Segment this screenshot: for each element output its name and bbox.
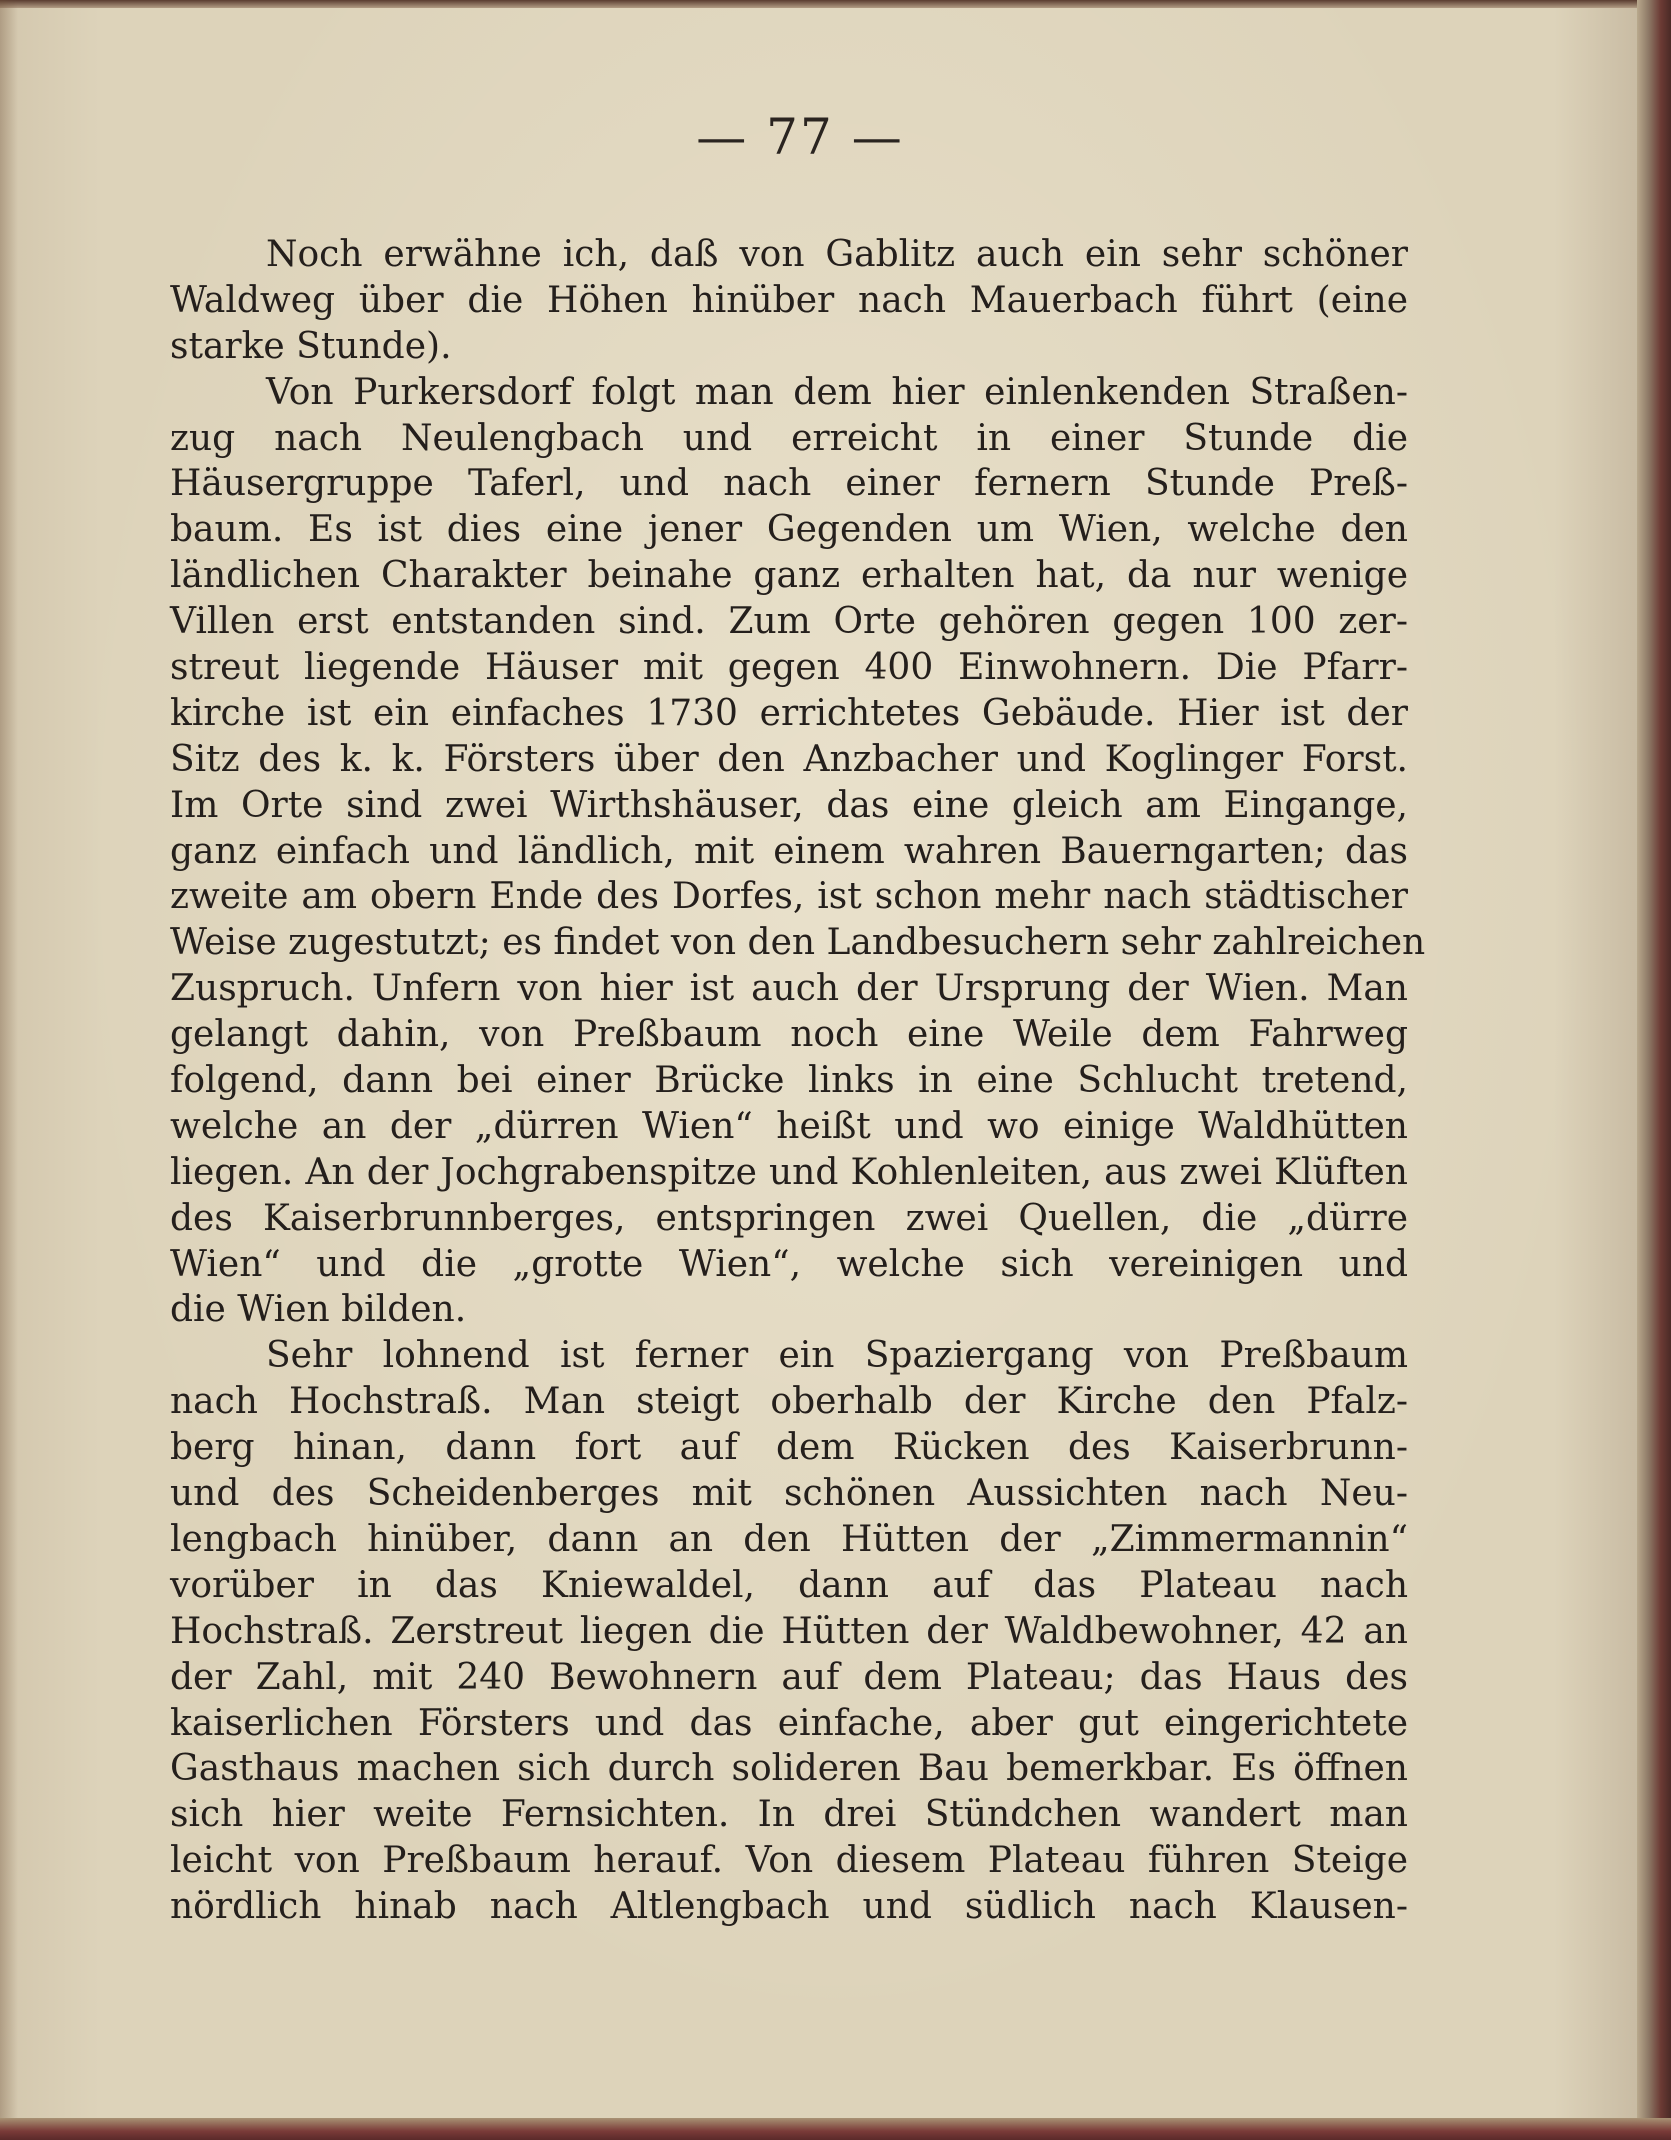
text-line: sich hier weite Fernsichten. In drei Stündchen wandert man	[170, 1794, 1408, 1836]
text-line: Waldweg über die Höhen hinüber nach Mauerbach führt (eine	[170, 279, 1408, 321]
text-line: welche an der „dürren Wien“ heißt und wo einige Waldhütten	[170, 1105, 1408, 1147]
page-left-shadow	[0, 0, 18, 2140]
text-line: leicht von Preßbaum herauf. Von diesem Plateau führen Steige	[170, 1840, 1408, 1882]
text-line: Wien“ und die „grotte Wien“, welche sich vereinigen und	[170, 1243, 1408, 1285]
text-line: Im Orte sind zwei Wirthshäuser, das eine gleich am Eingange,	[170, 784, 1408, 826]
text-line: nach Hochstraß. Man steigt oberhalb der Kirche den Pfalz-	[170, 1381, 1408, 1423]
text-line: folgend, dann bei einer Brücke links in eine Schlucht tretend,	[170, 1060, 1408, 1102]
text-line: starke Stunde).	[170, 325, 452, 367]
text-line: lengbach hinüber, dann an den Hütten der „Zimmermannin“	[170, 1518, 1408, 1560]
text-line: gelangt dahin, von Preßbaum noch eine Weile dem Fahrweg	[170, 1014, 1408, 1056]
body-text	[170, 232, 1426, 1930]
text-line: Von Purkersdorf folgt man dem hier einlenkenden Straßen-	[266, 371, 1408, 413]
text-line: streut liegende Häuser mit gegen 400 Einwohnern. Die Pfarr-	[170, 647, 1408, 689]
text-line: des Kaiserbrunnberges, entspringen zwei Quellen, die „dürre	[170, 1197, 1408, 1239]
text-line: ländlichen Charakter beinahe ganz erhalten hat, da nur wenige	[170, 555, 1408, 597]
text-line: die Wien bilden.	[170, 1289, 467, 1331]
text-line: ganz einfach und ländlich, mit einem wahren Bauerngarten; das	[170, 830, 1408, 872]
page-number: — 77 —	[696, 108, 904, 166]
book-bottom-edge	[0, 2118, 1671, 2140]
text-line: zug nach Neulengbach und erreicht in einer Stunde die	[170, 417, 1408, 459]
text-line: Sehr lohnend ist ferner ein Spaziergang von Preßbaum	[266, 1335, 1408, 1377]
text-line: zweite am obern Ende des Dorfes, ist schon mehr nach städtischer	[170, 876, 1408, 918]
text-line: Weise zugestutzt; es findet von den Landbesuchern sehr zahlreichen	[170, 922, 1426, 964]
text-line: liegen. An der Jochgrabenspitze und Kohlenleiten, aus zwei Klüften	[170, 1151, 1408, 1193]
text-line: nördlich hinab nach Altlengbach und südlich nach Klausen-	[170, 1886, 1408, 1928]
text-line: Häusergruppe Taferl, und nach einer fernern Stunde Preß-	[170, 463, 1408, 505]
text-line: kaiserlichen Försters und das einfache, aber gut eingerichtete	[170, 1702, 1408, 1744]
text-line: Gasthaus machen sich durch solideren Bau bemerkbar. Es öffnen	[170, 1748, 1408, 1790]
text-line: vorüber in das Kniewaldel, dann auf das Plateau nach	[170, 1564, 1408, 1606]
page-top-edge	[0, 0, 1671, 8]
text-line: Zuspruch. Unfern von hier ist auch der Ursprung der Wien. Man	[170, 968, 1408, 1010]
text-line: und des Scheidenberges mit schönen Aussichten nach Neu-	[170, 1473, 1408, 1515]
book-cover-edge	[1637, 0, 1671, 2140]
text-line: Sitz des k. k. Försters über den Anzbacher und Koglinger Forst.	[170, 738, 1408, 780]
text-line: kirche ist ein einfaches 1730 errichtetes Gebäude. Hier ist der	[170, 692, 1408, 734]
text-line: Hochstraß. Zerstreut liegen die Hütten der Waldbewohner, 42 an	[170, 1610, 1408, 1652]
text-line: Villen erst entstanden sind. Zum Orte gehören gegen 100 zer-	[170, 601, 1408, 643]
text-line: Noch erwähne ich, daß von Gablitz auch ein sehr schöner	[266, 234, 1408, 275]
text-line: baum. Es ist dies eine jener Gegenden um Wien, welche den	[170, 509, 1408, 551]
text-line: berg hinan, dann fort auf dem Rücken des Kaiserbrunn-	[170, 1427, 1408, 1469]
text-line: der Zahl, mit 240 Bewohnern auf dem Plateau; das Haus des	[170, 1656, 1408, 1698]
